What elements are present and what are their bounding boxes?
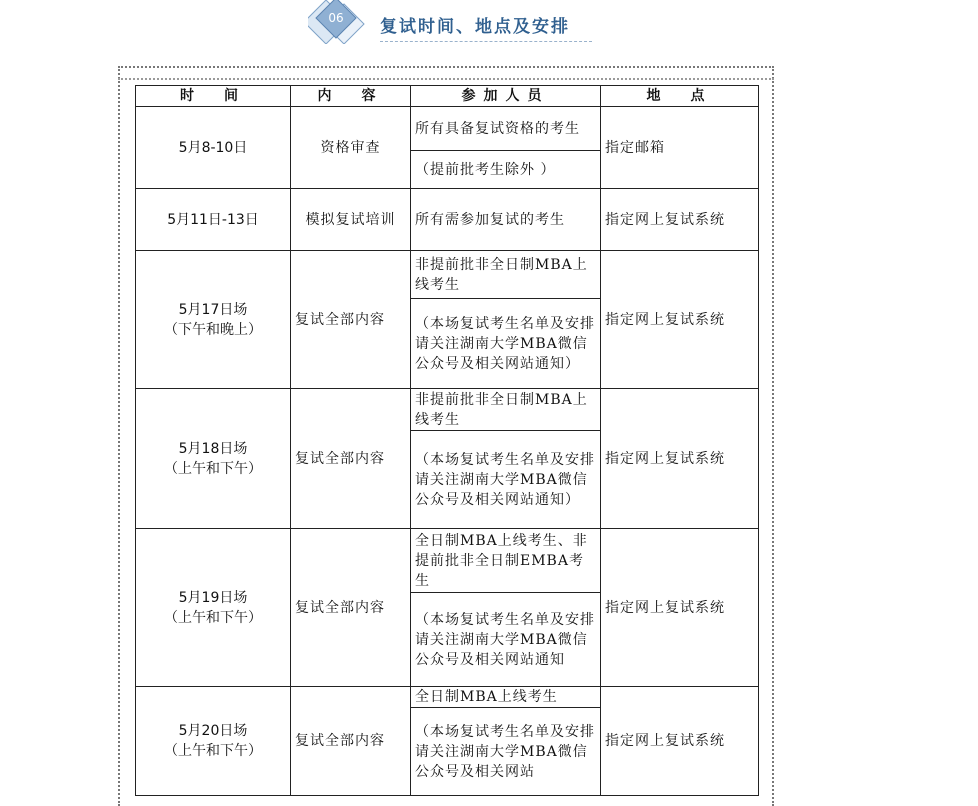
time-text: 5月19日场 — [178, 589, 248, 606]
people-note-cell: （提前批考生除外 ） — [411, 151, 601, 189]
time-text: 5月18日场 — [178, 440, 248, 457]
title-underline — [380, 41, 592, 42]
place-cell: 指定网上复试系统 — [601, 189, 759, 251]
place-cell: 指定网上复试系统 — [601, 389, 759, 529]
people-cell: 所有需参加复试的考生 — [411, 189, 601, 251]
table-row — [136, 189, 759, 251]
column-header-people: 参加人员 — [411, 86, 601, 107]
place-cell: 指定邮箱 — [601, 107, 759, 189]
column-header-place: 地 点 — [601, 86, 759, 107]
time-cell — [136, 687, 291, 796]
content-cell: 资格审查 — [291, 107, 411, 189]
table-row — [136, 107, 759, 151]
place-cell: 指定网上复试系统 — [601, 251, 759, 389]
table-row — [136, 687, 759, 708]
place-cell: 指定网上复试系统 — [601, 687, 759, 796]
time-cell — [136, 107, 291, 189]
time-cell — [136, 251, 291, 389]
people-cell: 非提前批非全日制MBA上线考生 — [411, 251, 601, 299]
time-cell — [136, 529, 291, 687]
time-text: 5月17日场 — [178, 301, 248, 318]
dotted-frame-inner-line — [118, 78, 774, 80]
time-period: （上午和下午） — [164, 460, 262, 477]
content-cell: 复试全部内容 — [291, 687, 411, 796]
section-number: 06 — [328, 11, 344, 25]
table-header-row — [136, 86, 759, 107]
place-cell: 指定网上复试系统 — [601, 529, 759, 687]
table-row — [136, 251, 759, 299]
time-text: 5月20日场 — [178, 723, 248, 739]
people-cell: 全日制MBA上线考生、非提前批非全日制EMBA考生 — [411, 529, 601, 593]
people-note-cell: （本场复试考生名单及安排请关注湖南大学MBA微信公众号及相关网站 — [411, 708, 601, 796]
people-cell: 全日制MBA上线考生 — [411, 687, 601, 708]
time-cell — [136, 389, 291, 529]
section-header — [308, 0, 608, 48]
content-cell: 复试全部内容 — [291, 251, 411, 389]
content-cell: 复试全部内容 — [291, 529, 411, 687]
table-row — [136, 389, 759, 431]
column-header-content: 内 容 — [291, 86, 411, 107]
time-text: 5月11日-13日 — [167, 211, 259, 228]
people-cell: 非提前批非全日制MBA上线考生 — [411, 389, 601, 431]
time-period: （上午和下午） — [164, 743, 262, 759]
section-title: 复试时间、地点及安排 — [380, 17, 570, 37]
people-note-cell: （本场复试考生名单及安排请关注湖南大学MBA微信公众号及相关网站通知） — [411, 431, 601, 529]
people-note-cell: （本场复试考生名单及安排请关注湖南大学MBA微信公众号及相关网站通知） — [411, 299, 601, 389]
people-note-cell: （本场复试考生名单及安排请关注湖南大学MBA微信公众号及相关网站通知 — [411, 593, 601, 687]
time-cell — [136, 189, 291, 251]
people-cell: 所有具备复试资格的考生 — [411, 107, 601, 151]
content-cell: 复试全部内容 — [291, 389, 411, 529]
time-text: 5月8-10日 — [178, 139, 248, 156]
time-period: （上午和下午） — [164, 609, 262, 626]
content-cell: 模拟复试培训 — [291, 189, 411, 251]
section-number-badge — [308, 0, 370, 44]
schedule-table — [135, 85, 759, 796]
table-row — [136, 529, 759, 593]
column-header-time: 时 间 — [136, 86, 291, 107]
time-period: （下午和晚上） — [164, 321, 262, 338]
